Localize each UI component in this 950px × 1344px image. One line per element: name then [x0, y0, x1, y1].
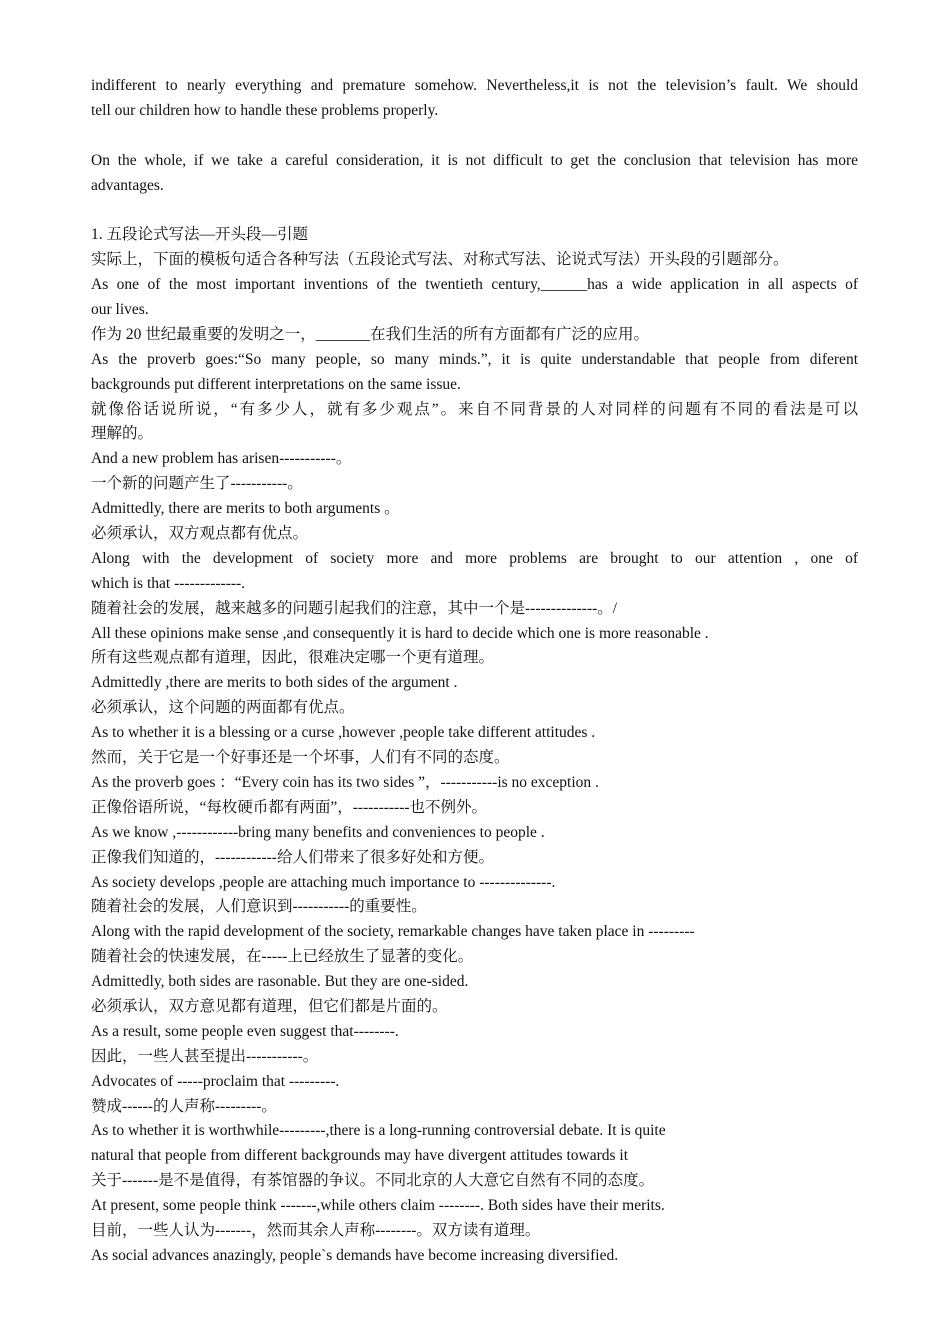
text-line: which is that -------------.	[91, 574, 246, 592]
text-line: 一个新的问题产生了-----------。	[91, 475, 303, 493]
text-line: indifferent to nearly everything and premature somehow. Nevertheless,it is not the television’s fault. We should	[91, 77, 858, 94]
text-line: 关于-------是不是值得，有茶馆器的争议。不同北京的人大意它自然有不同的态度。	[91, 1172, 655, 1190]
text-line: Along with the rapid development of the society, remarkable changes have taken place in ---------	[91, 923, 695, 941]
text-line: On the whole, if we take a careful consideration, it is not difficult to get the conclusion that television has more	[91, 151, 858, 169]
text-line: 正像俗语所说，“每枚硬币都有两面”，-----------也不例外。	[91, 798, 488, 816]
text-line: advantages.	[91, 176, 164, 194]
text-line: natural that people from different backgrounds may have divergent attitudes towards it	[91, 1147, 629, 1165]
text-line: 必须承认，这个问题的两面都有优点。	[91, 699, 355, 717]
text-line: 理解的。	[91, 425, 154, 443]
text-line: As we know ,------------bring many benefits and conveniences to people .	[91, 823, 545, 841]
text-line: Admittedly, both sides are rasonable. But they are one-sided.	[91, 973, 469, 991]
text-line: At present, some people think -------,while others claim --------. Both sides have their merits.	[91, 1197, 665, 1215]
text-line: Advocates of -----proclaim that ---------.	[91, 1072, 340, 1090]
text-line: 因此，一些人甚至提出-----------。	[91, 1047, 319, 1065]
text-line: As a result, some people even suggest that--------.	[91, 1022, 399, 1040]
text-line: tell our children how to handle these problems properly.	[91, 101, 439, 119]
text-line: 随着社会的发展，越来越多的问题引起我们的注意，其中一个是--------------。/	[91, 599, 618, 617]
text-line: As to whether it is worthwhile---------,there is a long-running controversial debate. It is quite	[91, 1122, 666, 1140]
text-line: 然而，关于它是一个好事还是一个坏事，人们有不同的态度。	[91, 749, 510, 767]
text-line: And a new problem has arisen-----------。	[91, 450, 352, 468]
paragraph-gap	[91, 124, 858, 149]
text-line: Admittedly ,there are merits to both sides of the argument .	[91, 674, 458, 692]
text-line: 随着社会的快速发展，在-----上已经放生了显著的变化。	[91, 948, 474, 966]
text-line: Along with the development of society more and more problems are brought to our attention , one of	[91, 549, 858, 567]
text-line: 正像我们知道的，------------给人们带来了很多好处和方便。	[91, 848, 494, 866]
text-line: 目前，一些人认为-------，然而其余人声称--------。双方读有道理。	[91, 1221, 541, 1239]
text-line: As the proverb goes ：“Every coin has its two sides ”，-----------is no exception .	[91, 773, 599, 791]
text-line: Admittedly, there are merits to both arguments 。	[91, 500, 400, 518]
text-line: 就像俗话说所说，“有多少人，就有多少观点”。来自不同背景的人对同样的问题有不同的看法是可以	[91, 400, 858, 418]
text-line: As social advances anazingly, people`s demands have become increasing diversified.	[91, 1246, 619, 1264]
text-line: 实际上，下面的模板句适合各种写法（五段论式写法、对称式写法、论说式写法）开头段的引题部分。	[91, 251, 789, 269]
document-page	[91, 74, 858, 1269]
text-line: As to whether it is a blessing or a curse ,however ,people take different attitudes .	[91, 724, 596, 742]
text-line: 所有这些观点都有道理，因此，很难决定哪一个更有道理。	[91, 649, 495, 667]
text-line: backgrounds put different interpretations on the same issue.	[91, 375, 461, 393]
text-line: our lives.	[91, 301, 149, 319]
text-line: As one of the most important inventions of the twentieth century,______has a wide application in all aspects of	[91, 276, 858, 294]
text-line: As the proverb goes:“So many people, so many minds.”, it is quite understandable that people from diferent	[91, 350, 858, 368]
text-line: All these opinions make sense ,and consequently it is hard to decide which one is more reasonable .	[91, 624, 709, 642]
paragraph-gap	[91, 198, 858, 223]
text-line: As society develops ,people are attaching much importance to --------------.	[91, 873, 556, 891]
text-line: 必须承认，双方意见都有道理，但它们都是片面的。	[91, 997, 448, 1015]
text-line: 1. 五段论式写法—开头段—引题	[91, 226, 309, 244]
text-line: 赞成------的人声称---------。	[91, 1097, 277, 1115]
text-line: 必须承认，双方观点都有优点。	[91, 525, 309, 543]
text-line: 作为 20 世纪最重要的发明之一，_______在我们生活的所有方面都有广泛的应用。	[91, 325, 650, 343]
text-line: 随着社会的发展，人们意识到-----------的重要性。	[91, 898, 427, 916]
